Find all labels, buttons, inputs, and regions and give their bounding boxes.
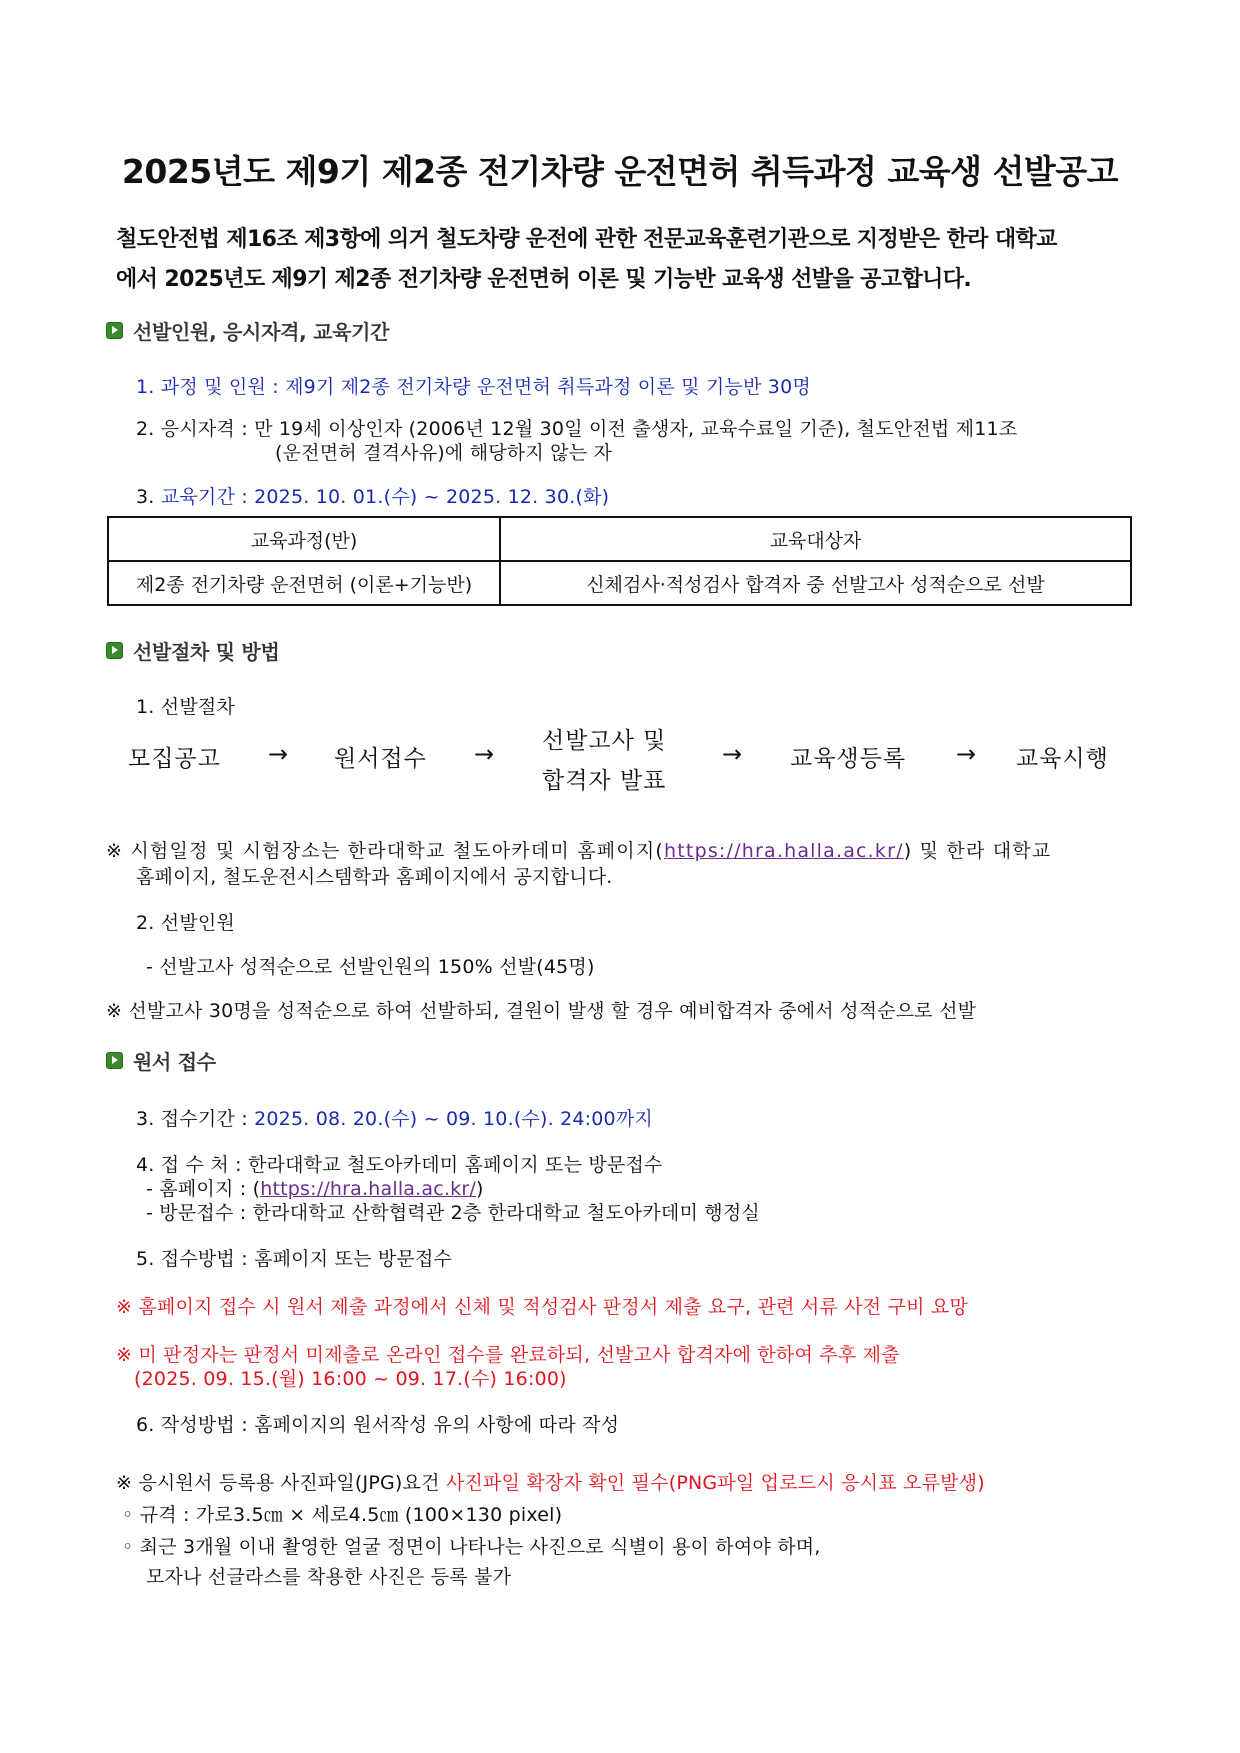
table-cell-target: 신체검사·적성검사 합격자 중 선발고사 성적순으로 선발	[500, 561, 1131, 605]
eligibility-line-2: (운전면허 결격사유)에 해당하지 않는 자	[275, 442, 613, 464]
table-cell-course: 제2종 전기차량 운전면허 (이론+기능반)	[108, 561, 500, 605]
schedule-note-line-2: 홈페이지, 철도운전시스템학과 홈페이지에서 공지합니다.	[136, 866, 613, 888]
section-heading-label: 원서 접수	[133, 1050, 216, 1074]
flow-step-training: 교육시행	[1016, 746, 1109, 772]
flow-arrow-1: →	[268, 740, 290, 768]
page-title: 2025년도 제9기 제2종 전기차량 운전면허 취득과정 교육생 선발공고	[121, 152, 1119, 191]
red-note-documents: ※ 홈페이지 접수 시 원서 제출 과정에서 신체 및 적성검사 판정서 제출 요구, 관련 서류 사전 구비 요망	[116, 1296, 969, 1318]
intro-line-2: 에서 2025년도 제9기 제2종 전기차량 운전면허 이론 및 기능반 교육생 선발을 공고합니다.	[116, 267, 972, 292]
selection-note: ※ 선발고사 30명을 성적순으로 하여 선발하되, 결원이 발생 할 경우 예비합격자 중에서 성적순으로 선발	[106, 1000, 977, 1022]
course-table	[107, 516, 1132, 606]
flow-step-application: 원서접수	[334, 746, 427, 772]
course-and-quota: 1. 과정 및 인원 : 제9기 제2종 전기차량 운전면허 취득과정 이론 및 기능반 30명	[136, 376, 811, 398]
photo-requirement-warning: 사진파일 확장자 확인 필수(PNG파일 업로드시 응시표 오류발생)	[445, 1472, 985, 1494]
table-row	[108, 561, 1131, 605]
flow-step-exam-b: 합격자 발표	[542, 768, 667, 794]
schedule-note-line-1	[106, 836, 1051, 863]
intro-line-1: 철도안전법 제16조 제3항에 의거 철도차량 운전에 관한 전문교육훈련기관으로 지정받은 한라 대학교	[116, 227, 1057, 252]
academy-homepage-link[interactable]: https://hra.halla.ac.kr/	[664, 840, 904, 862]
education-period-number: 3.	[136, 486, 161, 508]
schedule-note-post: ) 및 한라 대학교	[903, 840, 1052, 862]
flow-arrow-4: →	[956, 740, 978, 768]
eligibility-line-1: 2. 응시자격 : 만 19세 이상인자 (2006년 12월 30일 이전 출생자, 교육수료일 기준), 철도안전법 제11조	[136, 418, 1018, 440]
education-period-value: 교육기간 : 2025. 10. 01.(수) ~ 2025. 12. 30.(화)	[160, 486, 610, 508]
flow-arrow-3: →	[722, 740, 744, 768]
table-header-row	[108, 517, 1131, 561]
flow-step-exam-a: 선발고사 및	[542, 728, 667, 754]
photo-requirement	[116, 1468, 985, 1495]
table-header-course: 교육과정(반)	[108, 517, 500, 561]
application-web-post: )	[475, 1178, 484, 1200]
section-heading-selection	[106, 316, 389, 345]
red-note-late-submission-2: (2025. 09. 15.(월) 16:00 ~ 09. 17.(수) 16:00)	[134, 1368, 567, 1390]
photo-recent-line-2: 모자나 선글라스를 착용한 사진은 등록 불가	[146, 1566, 512, 1588]
flow-arrow-2: →	[474, 740, 496, 768]
play-bullet-icon	[106, 1052, 123, 1069]
photo-recent-line-1: ◦ 최근 3개월 이내 촬영한 얼굴 정면이 나타나는 사진으로 식별이 용이 하여야 하며,	[122, 1536, 821, 1558]
application-period	[136, 1104, 653, 1131]
play-bullet-icon	[106, 322, 123, 339]
procedure-title: 1. 선발절차	[136, 696, 235, 718]
section-heading-label: 선발절차 및 방법	[133, 640, 280, 664]
red-note-late-submission-1: ※ 미 판정자는 판정서 미제출로 온라인 접수를 완료하되, 선발고사 합격자에 한하여 추후 제출	[116, 1344, 900, 1366]
application-period-label: 3. 접수기간 :	[136, 1108, 255, 1130]
application-web	[146, 1174, 484, 1201]
flow-step-register: 교육생등록	[790, 746, 907, 772]
photo-requirement-pre: ※ 응시원서 등록용 사진파일(JPG)요건	[116, 1472, 446, 1494]
section-heading-procedure	[106, 636, 279, 665]
application-homepage-link[interactable]: https://hra.halla.ac.kr/	[260, 1178, 476, 1200]
table-header-target: 교육대상자	[500, 517, 1131, 561]
flow-step-recruit: 모집공고	[128, 746, 221, 772]
application-method: 5. 접수방법 : 홈페이지 또는 방문접수	[136, 1248, 453, 1270]
application-web-pre: - 홈페이지 : (	[146, 1178, 261, 1200]
education-period	[136, 482, 609, 509]
play-bullet-icon	[106, 642, 123, 659]
schedule-note-pre: ※ 시험일정 및 시험장소는 한라대학교 철도아카데미 홈페이지(	[106, 840, 665, 862]
quota-title: 2. 선발인원	[136, 912, 235, 934]
application-visit: - 방문접수 : 한라대학교 산학협력관 2층 한라대학교 철도아카데미 행정실	[146, 1202, 760, 1224]
section-heading-label: 선발인원, 응시자격, 교육기간	[133, 320, 390, 344]
photo-spec: ◦ 규격 : 가로3.5㎝ × 세로4.5㎝ (100×130 pixel)	[122, 1504, 563, 1526]
section-heading-application	[106, 1046, 216, 1075]
quota-detail: - 선발고사 성적순으로 선발인원의 150% 선발(45명)	[146, 956, 595, 978]
application-place: 4. 접 수 처 : 한라대학교 철도아카데미 홈페이지 또는 방문접수	[136, 1154, 663, 1176]
writing-method: 6. 작성방법 : 홈페이지의 원서작성 유의 사항에 따라 작성	[136, 1414, 620, 1436]
application-period-value: 2025. 08. 20.(수) ~ 09. 10.(수). 24:00까지	[254, 1108, 653, 1130]
